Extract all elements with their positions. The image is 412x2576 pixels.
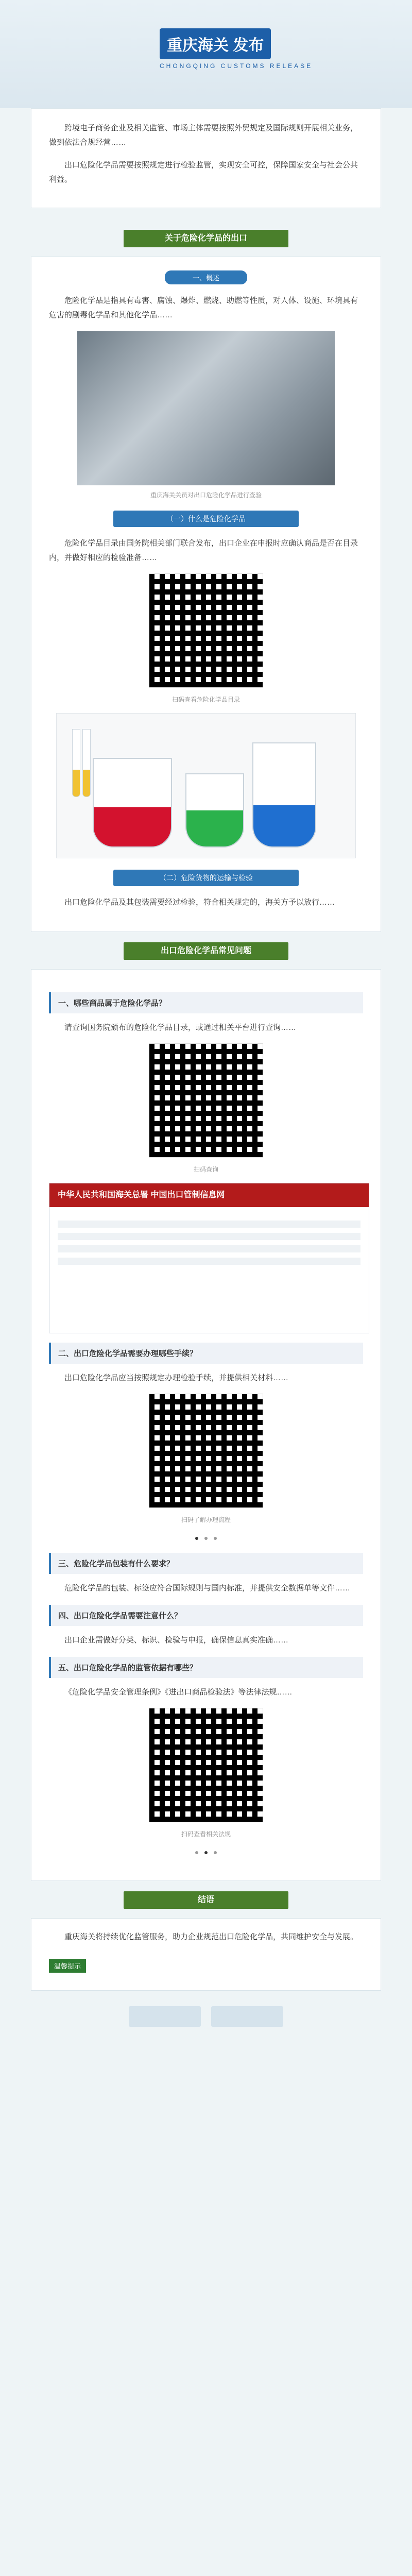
inspection-photo [77,331,335,485]
test-tube [82,729,91,797]
qr-code-4 [149,1708,263,1822]
red-flask [93,758,172,848]
qr-caption-3: 扫码了解办理流程 [181,1516,231,1523]
section-2-banner: 出口危险化学品常见问题 [124,942,288,960]
carousel-dot[interactable] [214,1537,217,1540]
website-body [49,1207,369,1278]
qr-caption-2: 扫码查询 [193,1166,218,1173]
intro-paragraph-1: 跨境电子商务企业及相关监管、市场主体需要按照外贸规定及国际规则开展相关业务，做到依法合规经营…… [49,124,358,147]
carousel-dot[interactable] [214,1851,217,1854]
carousel-dot[interactable] [195,1537,198,1540]
test-tube [72,729,80,797]
section-1-chip: 一、概述 [165,270,247,284]
carousel-dot[interactable] [195,1851,198,1854]
customs-logo [160,28,314,70]
qr-caption-4: 扫码查看相关法规 [181,1831,231,1838]
question-1: 一、哪些商品属于危险化学品？ [49,992,363,1013]
section-1-subhead-2: （二）危险货物的运输与检验 [113,870,299,886]
logo-subtitle: CHONGQING CUSTOMS RELEASE [160,62,313,70]
footer-logo-left [129,2006,201,2027]
section-1-paragraph-1: 危险化学品是指具有毒害、腐蚀、爆炸、燃烧、助燃等性质，对人体、设施、环境具有危害的剧毒化学品和其他化学品…… [49,296,358,319]
ending-card [31,1918,381,1991]
green-flask [185,773,244,848]
website-row [58,1245,360,1252]
logo-title: 重庆海关 发布 [160,28,271,59]
blue-flask [252,742,316,848]
qr-code-3 [149,1394,263,1508]
carousel-dots[interactable] [49,1533,363,1543]
ending-tag: 温馨提示 [49,1959,86,1973]
question-5-paragraph: 《危险化学品安全管理条例》《进出口商品检验法》等法律法规…… [64,1688,293,1697]
question-4-paragraph: 出口企业需做好分类、标识、检验与申报，确保信息真实准确…… [64,1636,289,1645]
ending-paragraph: 重庆海关将持续优化监管服务，助力企业规范出口危险化学品，共同维护安全与发展。 [64,1933,358,1941]
website-screenshot [49,1183,369,1333]
photo-caption: 重庆海关关员对出口危险化学品进行查验 [150,492,262,499]
intro-card [31,108,381,208]
section-1-paragraph-2: 危险化学品目录由国务院相关部门联合发布，出口企业在申报时应确认商品是否在目录内，并做好相应的检验准备…… [49,539,358,562]
question-4: 四、出口危险化学品需要注意什么？ [49,1605,363,1626]
section-1-card [31,257,381,932]
section-1-paragraph-3: 出口危险化学品及其包装需要经过检验，符合相关规定的，海关方予以放行…… [64,898,335,907]
intro-paragraph-2: 出口危险化学品需要按照规定进行检验监管，实现安全可控，保障国家安全与社会公共利益。 [49,161,358,184]
website-row [58,1221,360,1228]
footer-logo-right [211,2006,283,2027]
website-row [58,1258,360,1265]
carousel-dot[interactable] [204,1537,208,1540]
qr-caption-1: 扫码查看危险化学品目录 [171,696,240,703]
question-1-paragraph: 请查询国务院颁布的危险化学品目录，或通过相关平台进行查询…… [64,1023,297,1032]
carousel-dots-2[interactable] [49,1848,363,1857]
section-1-banner: 关于危险化学品的出口 [124,230,288,247]
website-title-bar: 中华人民共和国海关总署 中国出口管制信息网 [49,1183,369,1207]
qr-code-1 [149,573,263,688]
section-2-card [31,969,381,1881]
question-2: 二、出口危险化学品需要办理哪些手续？ [49,1343,363,1364]
header [0,0,412,108]
section-3-banner: 结语 [124,1891,288,1909]
footer-logos [0,2006,412,2029]
question-3-paragraph: 危险化学品的包装、标签应符合国际规则与国内标准，并提供安全数据单等文件…… [64,1584,351,1592]
website-row [58,1233,360,1240]
chemical-flasks-image [56,713,356,858]
section-1-subhead-1: （一）什么是危险化学品 [113,511,299,527]
bottom-space [0,2045,412,2065]
question-3: 三、危险化学品包装有什么要求？ [49,1553,363,1574]
question-5: 五、出口危险化学品的监管依据有哪些？ [49,1657,363,1678]
question-2-paragraph: 出口危险化学品应当按照规定办理检验手续，并提供相关材料…… [64,1374,289,1382]
carousel-dot[interactable] [204,1851,208,1854]
qr-code-2 [149,1043,263,1158]
